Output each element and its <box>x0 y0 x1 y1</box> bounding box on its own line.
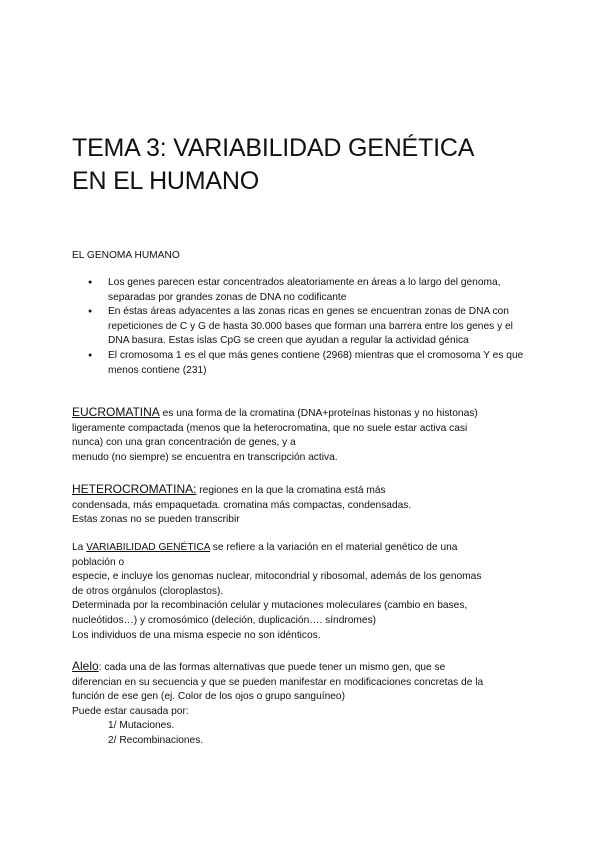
list-item: 2/ Recombinaciones. <box>108 734 204 746</box>
bullet-item: ● Los genes parecen estar concentrados aleatoriamente en áreas a lo largo del genoma, separadas por grandes zonas de DNA no codificante <box>88 276 528 305</box>
paragraph-eucromatina: EUCROMATINA es una forma de la cromatina (DNA+proteínas histonas y no histonas) ligeramente compactada (menos que la heterocromatina, que no suele estar activa casi nunca) con una gran concentración de genes, y a menudo (no siempre) se encuentra en transcripción activa. <box>72 405 478 463</box>
paragraph-variabilidad: La VARIABILIDAD GENÉTICA se refiere a la variación en el material genético de una población o especie, e incluye los genomas nuclear, mitocondrial y ribosomal, además de los genomas de otros orgánulos (cloroplastos). Determinada por la recombinación celular y mutaciones moleculares (cambio en bases, nucleótidos…) y cromosómico (deleción, duplicación…. síndromes) Los individuos de una misma especie no son idénticos. <box>72 542 482 641</box>
term-eucromatina: EUCROMATINA <box>72 405 160 419</box>
term-variabilidad-genetica: VARIABILIDAD GENÉTICA <box>86 542 210 553</box>
section-heading-genoma: EL GENOMA HUMANO <box>72 250 180 261</box>
list-item: 1/ Mutaciones. <box>108 720 175 732</box>
bullet-item: ● En éstas áreas adyacentes a las zonas ricas en genes se encuentran zonas de DNA con repeticiones de C y G de hasta 30.000 bases que forman una barrera entre los genes y el DNA basura. Estas islas CpG se creen que ayudan a regular la actividad génica <box>88 305 528 349</box>
term-heterocromatina: HETEROCROMATINA: <box>72 482 197 496</box>
genoma-bullet-list <box>88 276 528 378</box>
paragraph-heterocromatina: HETEROCROMATINA: regiones en la que la cromatina está más condensada, más empaquetada. cromatina más compactas, condensadas. Estas zonas no se pueden transcribir <box>72 482 412 526</box>
page-title <box>72 132 542 198</box>
term-alelo: Alelo <box>72 659 99 673</box>
title-line-1: TEMA 3: VARIABILIDAD GENÉTICA <box>72 134 475 162</box>
title-line-2: EN EL HUMANO <box>72 167 259 195</box>
paragraph-alelo: Alelo: cada una de las formas alternativas que puede tener un mismo gen, que se diferencian en su secuencia y que se pueden manifestar en modificaciones concretas de la función de ese gen (ej. Color de los ojos o grupo sanguíneo) Puede estar causada por: 1/ Mutaciones. 2/ Recombinaciones. <box>72 659 532 749</box>
bullet-item: ● El cromosoma 1 es el que más genes contiene (2968) mientras que el cromosoma Y es que menos contiene (231) <box>88 349 528 378</box>
